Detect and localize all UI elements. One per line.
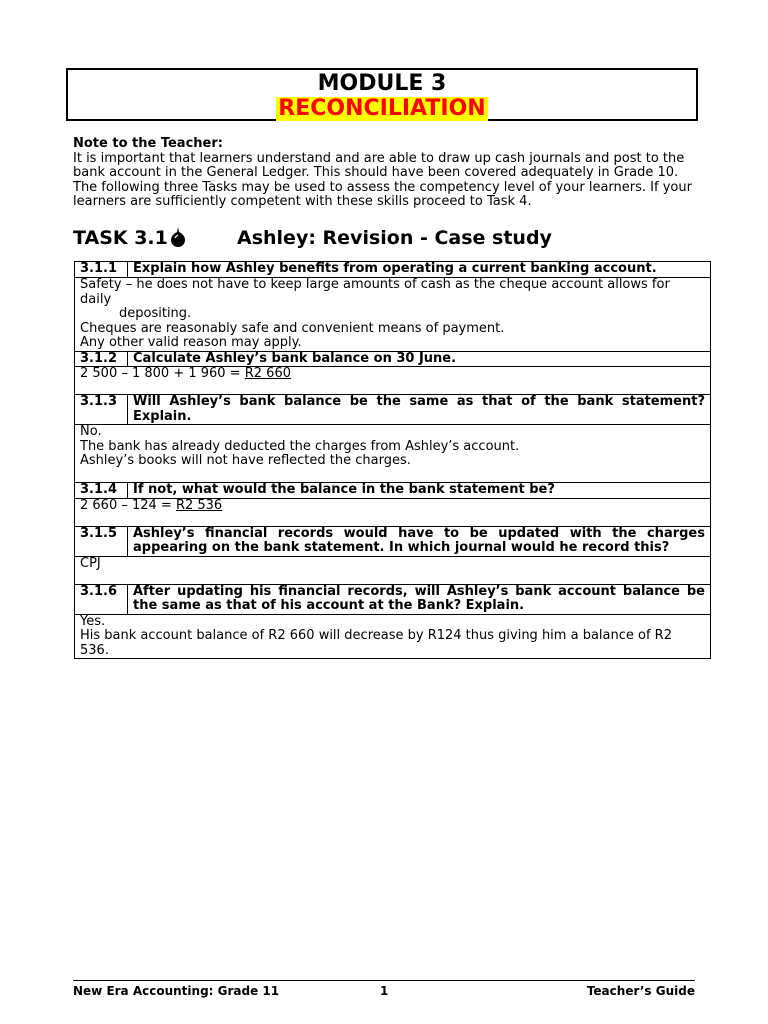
ink-drop-icon	[170, 226, 186, 248]
question-row	[75, 262, 711, 278]
answer-line: depositing.	[119, 306, 192, 321]
answer-calculation: 2 660 – 124 =	[80, 497, 176, 513]
question-number: 3.1.1	[75, 262, 128, 278]
module-subtitle: RECONCILIATION	[278, 96, 486, 121]
footer-divider	[73, 980, 695, 981]
question-answer-table	[74, 261, 711, 659]
answer-result: R2 536	[175, 497, 223, 513]
answer-line: His bank account balance of R2 660 will decrease by R124 thus giving him a balance of R2 536.	[80, 628, 672, 658]
answer-row	[75, 278, 711, 352]
question-row	[75, 483, 711, 499]
task-number: TASK 3.1	[73, 227, 168, 249]
answer-cell	[75, 367, 711, 395]
question-text: Ashley’s financial records would have to be updated with the charges appearing on the bank statement. In which journal would he record this?	[128, 526, 711, 556]
question-row	[75, 526, 711, 556]
question-row	[75, 351, 711, 367]
footer-guide-label: Teacher’s Guide	[586, 984, 695, 998]
answer-line: Any other valid reason may apply.	[80, 335, 302, 350]
teacher-note-body: It is important that learners understand and are able to draw up cash journals and post to the bank account in the General Ledger. This should have been covered adequately in Grade 10. The following three Tasks may be used to assess the competency level of your learners. If your learners are sufficiently competent with these skills proceed to Task 4.	[73, 150, 692, 209]
answer-cell	[75, 425, 711, 483]
answer-result: R2 660	[244, 366, 291, 381]
answer-line: The bank has already deducted the charges from Ashley’s account.	[80, 438, 520, 454]
answer-cell	[75, 614, 711, 659]
module-title: MODULE 3	[317, 71, 447, 96]
question-row	[75, 395, 711, 425]
answer-line: Safety – he does not have to keep large amounts of cash as the cheque account allows for daily	[80, 277, 670, 307]
answer-row	[75, 556, 711, 584]
answer-line: Yes.	[80, 613, 106, 629]
answer-line: Cheques are reasonably safe and convenient means of payment.	[80, 320, 505, 336]
question-text: Explain how Ashley benefits from operating a current banking account.	[128, 262, 711, 278]
module-title-box	[66, 68, 698, 121]
footer-book-title: New Era Accounting: Grade 11	[73, 984, 280, 998]
question-text: Calculate Ashley’s bank balance on 30 June.	[128, 351, 711, 367]
teacher-note-heading: Note to the Teacher:	[73, 136, 223, 151]
teacher-note	[73, 137, 699, 210]
question-number: 3.1.6	[75, 584, 128, 614]
question-number: 3.1.3	[75, 395, 128, 425]
question-row	[75, 584, 711, 614]
task-heading	[73, 226, 713, 250]
question-text: Will Ashley’s bank balance be the same as that of the bank statement? Explain.	[128, 395, 711, 425]
question-text: If not, what would the balance in the bank statement be?	[128, 483, 711, 499]
answer-row	[75, 367, 711, 395]
page-footer	[73, 983, 695, 999]
question-text: After updating his financial records, will Ashley’s bank account balance be the same as that of his account at the Bank? Explain.	[128, 584, 711, 614]
answer-line: CPJ	[80, 555, 101, 571]
answer-calculation: 2 500 – 1 800 + 1 960 =	[80, 366, 245, 381]
question-number: 3.1.4	[75, 483, 128, 499]
answer-row	[75, 614, 711, 659]
answer-cell	[75, 556, 711, 584]
answer-row	[75, 425, 711, 483]
footer-page-number: 1	[380, 984, 389, 998]
answer-row	[75, 498, 711, 526]
answer-line: Ashley’s books will not have reflected the charges.	[80, 453, 411, 468]
answer-line: No.	[80, 424, 102, 439]
task-title: Ashley: Revision - Case study	[237, 227, 552, 249]
question-number: 3.1.5	[75, 526, 128, 556]
answer-cell	[75, 498, 711, 526]
answer-cell	[75, 278, 711, 352]
question-number: 3.1.2	[75, 351, 128, 367]
